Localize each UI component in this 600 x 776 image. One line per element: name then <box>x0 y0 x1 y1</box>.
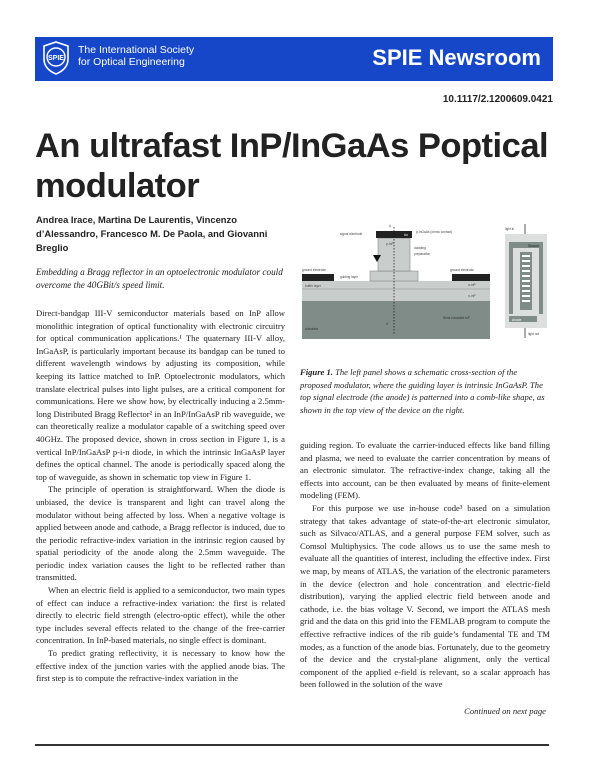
caption-text: The left panel shows a schematic cross-section of the proposed modulator, where the guiding layer is intrinsic InGaAsP. The top signal electrode (the anode) is patterned into a comb-like shape, as shown in the top view of the device on the right. <box>300 367 545 415</box>
fig-label: Anode <box>512 318 522 322</box>
fig-label: signal electrode <box>340 232 363 236</box>
organization-name <box>78 44 194 68</box>
fig-label: p-InGaAs (ohmic contact) <box>416 230 453 234</box>
authors: Andrea Irace, Martina De Laurentis, Vincenzo d’Alessandro, Francesco M. De Paola, and Giovanni Breglio <box>36 214 268 253</box>
org-line-1: The International Society <box>78 44 195 56</box>
newsroom-title: SPIE Newsroom <box>372 45 541 70</box>
org-line-2: for Optical Engineering <box>78 56 185 68</box>
fig-label: n-InP <box>468 283 476 287</box>
abstract: Embedding a Bragg reflector in an optoelectronic modulator could overcome the 40GBit/s speed limit. <box>36 267 283 290</box>
fig-label: ground electrode <box>302 268 326 272</box>
fig-label: light out <box>528 332 540 336</box>
fig-label: A' <box>386 322 389 326</box>
fig-label: preparation <box>414 252 431 256</box>
caption-label: Figure 1. <box>300 367 333 377</box>
fig-label: light in <box>505 227 515 231</box>
fig-label: ground electrode <box>450 268 474 272</box>
fig-label: Au <box>404 233 408 237</box>
paragraph: To predict grating reflectivity, it is necessary to know how the effective index of the junction varies with the applied anode bias. The first step is to compute the refractive-index variation in the <box>36 648 285 684</box>
svg-text:SPIE: SPIE <box>48 55 64 62</box>
fig-label: substrate <box>305 327 319 331</box>
right-column <box>300 439 550 717</box>
fig-label: p-InP <box>386 242 394 246</box>
paragraph: The principle of operation is straightforward. When the diode is unbiased, the device is transparent and light can travel along the modulator without being affected by loss. When a negative voltage is applied between anode and cathode, a Bragg reflector is induced, due to the periodic refractive-index variation in the intrinsic region caused by spatial periodicity of the anode along the 2.5mm waveguide. The periodic index variation causes the light to be reflected rather than transmitted. <box>36 484 285 583</box>
figure-1-diagram <box>300 222 555 352</box>
paragraph: When an electric field is applied to a semiconductor, two main types of effect can induce a refractive-index variation: the first is related directly to electric field strength (electro-optic effect), while the other type includes several effects related to the change of the free-carrier concentration. In InP-based materials, no single effect is dominant. <box>36 585 285 646</box>
fig-label: n-InP <box>468 294 476 298</box>
figure-caption <box>300 366 550 416</box>
paragraph: guiding region. To evaluate the carrier-induced effects like band filling and plasma, we need to evaluate the carrier concentration by means of an electronic simulator. The refractive-index change, taking all the effects into account, can be then evaluated by means of finite-element modeling (FEM). <box>300 440 550 501</box>
fig-label: guiding layer <box>340 275 359 279</box>
top-view <box>505 224 547 338</box>
continued-note: Continued on next page <box>464 705 546 716</box>
fig-label: A <box>389 224 392 228</box>
spie-newsroom-banner <box>35 37 553 81</box>
cross-section <box>302 224 490 339</box>
left-column <box>36 307 285 685</box>
fig-label: Semi-Insulated InP <box>443 316 470 320</box>
fig-label: buffer layer <box>305 284 321 288</box>
paragraph: For this purpose we use in-house code³ based on a simulation strategy that takes advantage of state-of-the-art electronic simulator, such as Silvaco/ATLAS, and a general purpose FEM solver, such as Comsol Multiphysics. The code allows us to use the same mesh to evaluate all the quantities of interest, including the effective index. First we map, by means of ATLAS, the variation of the electronic parameters in the device (electron and hole concentration and electric-field distribution), varying the applied electric field between anode and cathode, i.e. the bias voltage V. Second, we import the ATLAS mesh grid and the data on this grid into the FEMLAB program to compute the effective refractive indices of the rib guide’s fundamental TE and TM modes, as a function of the anode bias. Fortunately, due to the geometry of the device and the crystal-plane alignment, only the vertical component of the applied e-field is relevant, so a scalar approach has been followed in the solution of the wave <box>300 502 550 690</box>
fig-label: cladding <box>414 246 426 250</box>
article-title: An ultrafast InP/InGaAs Poptical modulator <box>35 127 549 205</box>
footer-rule <box>35 744 549 746</box>
doi: 10.1117/2.1200609.0421 <box>442 94 553 105</box>
spie-logo-icon <box>42 41 70 75</box>
paragraph: Direct-bandgap III-V semiconductor materials based on InP allow monolithic integration of optical functionality with electronic circuitry for optical communication applications.¹ The quaternary III-V alloy, InGaAsP, is particularly important because its bandgap can be tuned to different wavelength windows by adjusting its composition, while keeping its lattice matched to InP. Optoelectronic modulators, which translate electrical pulses into light pulses, are a critical component for communications. Here we show how, by electrically inducing a 2.5mm-long Distributed Bragg Reflector² in an InP/InGaAsP rib waveguide, we can theoretically realize a modulator capable of a switching speed over 40GHz. The proposed device, shown in cross section in Figure 1, is a vertical InP/InGaAsP p-i-n diode, in which the intrinsic InGaAsP layer defines the optical channel. The anode is periodically spaced along the top of waveguide, as shown in schematic top view in Figure 1. <box>36 308 285 482</box>
fig-label: Ground <box>528 244 539 248</box>
